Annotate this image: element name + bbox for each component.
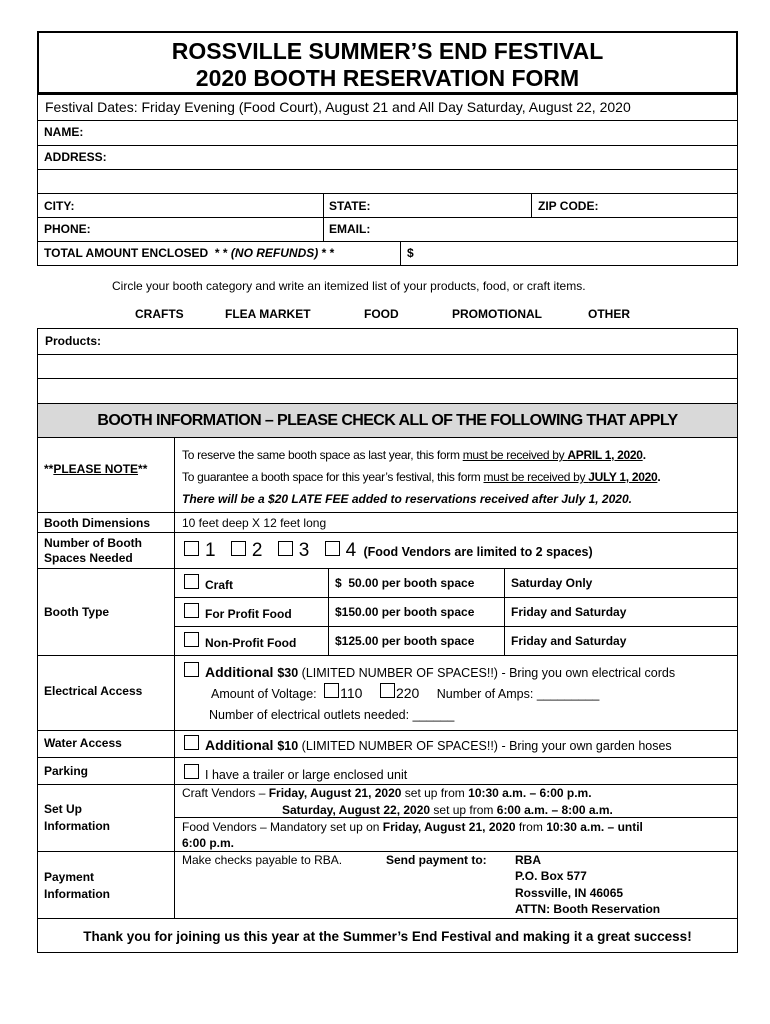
booth-type-non-profit-price: $125.00 per booth space xyxy=(335,634,475,648)
checkbox-icon[interactable] xyxy=(324,683,339,698)
category-crafts[interactable]: CRAFTS xyxy=(135,307,184,321)
setup-food-line1: Food Vendors – Mandatory set up on Friday, August 21, 2020 from 10:30 a.m. – until xyxy=(182,820,643,834)
voltage-110[interactable]: 110 xyxy=(324,685,362,701)
setup-craft-line1: Craft Vendors – Friday, August 21, 2020 set up from 10:30 a.m. – 6:00 p.m. xyxy=(182,786,592,800)
form-title-line1: ROSSVILLE SUMMER’S END FESTIVAL xyxy=(171,38,604,64)
category-promotional[interactable]: PROMOTIONAL xyxy=(452,307,542,321)
checkbox-icon[interactable] xyxy=(184,764,199,779)
outlets-field[interactable]: Number of electrical outlets needed: ______ xyxy=(209,708,455,722)
payment-address-line3: Rossville, IN 46065 xyxy=(515,886,624,900)
checkbox-icon[interactable] xyxy=(231,541,246,556)
spaces-options xyxy=(184,540,593,562)
dollar-sign: $ xyxy=(407,246,414,260)
name-label: NAME: xyxy=(44,125,84,139)
setup-info-label: Set Up Information xyxy=(44,802,110,833)
electrical-additional[interactable]: Additional $30 (LIMITED NUMBER OF SPACES!!) - Bring you own electrical cords xyxy=(184,662,675,680)
booth-type-non-profit-days: Friday and Saturday xyxy=(511,634,627,648)
booth-type-craft[interactable]: Craft xyxy=(184,574,233,592)
address-label: ADDRESS: xyxy=(44,150,107,164)
spaces-option-3[interactable]: 3 xyxy=(278,540,310,561)
setup-craft-line2: Saturday, August 22, 2020 set up from 6:00 a.m. – 8:00 a.m. xyxy=(282,803,613,817)
booth-type-craft-days: Saturday Only xyxy=(511,576,593,590)
booth-info-title: BOOTH INFORMATION – PLEASE CHECK ALL OF THE FOLLOWING THAT APPLY xyxy=(97,412,678,429)
products-table xyxy=(37,328,738,404)
category-food[interactable]: FOOD xyxy=(364,307,399,321)
email-label: EMAIL: xyxy=(329,222,371,236)
festival-dates: Festival Dates: Friday Evening (Food Court), August 21 and All Day Saturday, August 22, 2020 xyxy=(45,99,631,115)
voltage-220[interactable]: 220 xyxy=(380,685,419,701)
spaces-option-1[interactable]: 1 xyxy=(184,540,216,561)
booth-type-for-profit-food[interactable]: For Profit Food xyxy=(184,603,292,621)
water-additional[interactable]: Additional $10 (LIMITED NUMBER OF SPACES!!) - Bring your own garden hoses xyxy=(184,735,672,753)
checkbox-icon[interactable] xyxy=(184,574,199,589)
thank-you-message: Thank you for joining us this year at the Summer’s End Festival and making it a great success! xyxy=(83,929,692,944)
electrical-access-label: Electrical Access xyxy=(44,684,143,698)
please-note-label: **PLEASE NOTE** xyxy=(44,462,148,476)
setup-food-line2: 6:00 p.m. xyxy=(182,836,235,850)
note-late-fee: There will be a $20 LATE FEE added to reservations received after July 1, 2020. xyxy=(182,492,632,506)
spaces-needed-label: Number of Booth Spaces Needed xyxy=(44,536,142,565)
checkbox-icon[interactable] xyxy=(278,541,293,556)
category-flea-market[interactable]: FLEA MARKET xyxy=(225,307,311,321)
category-other[interactable]: OTHER xyxy=(588,307,630,321)
checkbox-icon[interactable] xyxy=(184,603,199,618)
payment-address-line2: P.O. Box 577 xyxy=(515,869,587,883)
booth-type-craft-price: $ 50.00 per booth space xyxy=(335,576,475,590)
payment-address-line4: ATTN: Booth Reservation xyxy=(515,902,661,916)
phone-label: PHONE: xyxy=(44,222,91,236)
spaces-option-2[interactable]: 2 xyxy=(231,540,263,561)
booth-type-non-profit-food[interactable]: Non-Profit Food xyxy=(184,632,296,650)
title-box xyxy=(37,31,738,94)
category-instruction: Circle your booth category and write an itemized list of your products, food, or craft items. xyxy=(112,279,586,293)
products-label: Products: xyxy=(45,334,102,348)
voltage-row: Amount of Voltage: 110 220 Number of Amps: _________ xyxy=(211,685,600,701)
booth-info-header xyxy=(37,403,738,438)
spaces-option-4[interactable]: 4 xyxy=(325,540,357,561)
checkbox-icon[interactable] xyxy=(325,541,340,556)
zip-label: ZIP CODE: xyxy=(538,199,599,213)
water-access-label: Water Access xyxy=(44,736,122,750)
booth-type-label: Booth Type xyxy=(44,605,110,619)
amps-field[interactable]: Number of Amps: _________ xyxy=(436,687,600,701)
total-amount-label: TOTAL AMOUNT ENCLOSED * * (NO REFUNDS) * * xyxy=(44,246,335,260)
state-label: STATE: xyxy=(329,199,371,213)
thank-you-box xyxy=(37,918,738,953)
checkbox-icon[interactable] xyxy=(184,541,199,556)
checkbox-icon[interactable] xyxy=(184,632,199,647)
note-same-booth: To reserve the same booth space as last year, this form must be received by APRIL 1, 2020. xyxy=(182,448,646,462)
booth-dimensions-value: 10 feet deep X 12 feet long xyxy=(182,516,327,530)
checkbox-icon[interactable] xyxy=(380,683,395,698)
payment-send-to: Send payment to: xyxy=(386,853,487,867)
checkbox-icon[interactable] xyxy=(184,662,199,677)
checkbox-icon[interactable] xyxy=(184,735,199,750)
booth-type-for-profit-days: Friday and Saturday xyxy=(511,605,627,619)
parking-label: Parking xyxy=(44,764,89,778)
booth-dimensions-label: Booth Dimensions xyxy=(44,516,151,530)
spaces-note: (Food Vendors are limited to 2 spaces) xyxy=(363,545,593,559)
city-label: CITY: xyxy=(44,199,75,213)
parking-trailer[interactable]: I have a trailer or large enclosed unit xyxy=(184,764,407,782)
booth-type-for-profit-price: $150.00 per booth space xyxy=(335,605,475,619)
note-guarantee: To guarantee a booth space for this year’s festival, this form must be received by JULY 1, 2020. xyxy=(182,470,661,484)
payment-checks: Make checks payable to RBA. xyxy=(182,853,343,867)
payment-info-label: Payment Information xyxy=(44,870,110,901)
payment-address-line1: RBA xyxy=(515,853,541,867)
form-title-line2: 2020 BOOTH RESERVATION FORM xyxy=(195,65,580,91)
